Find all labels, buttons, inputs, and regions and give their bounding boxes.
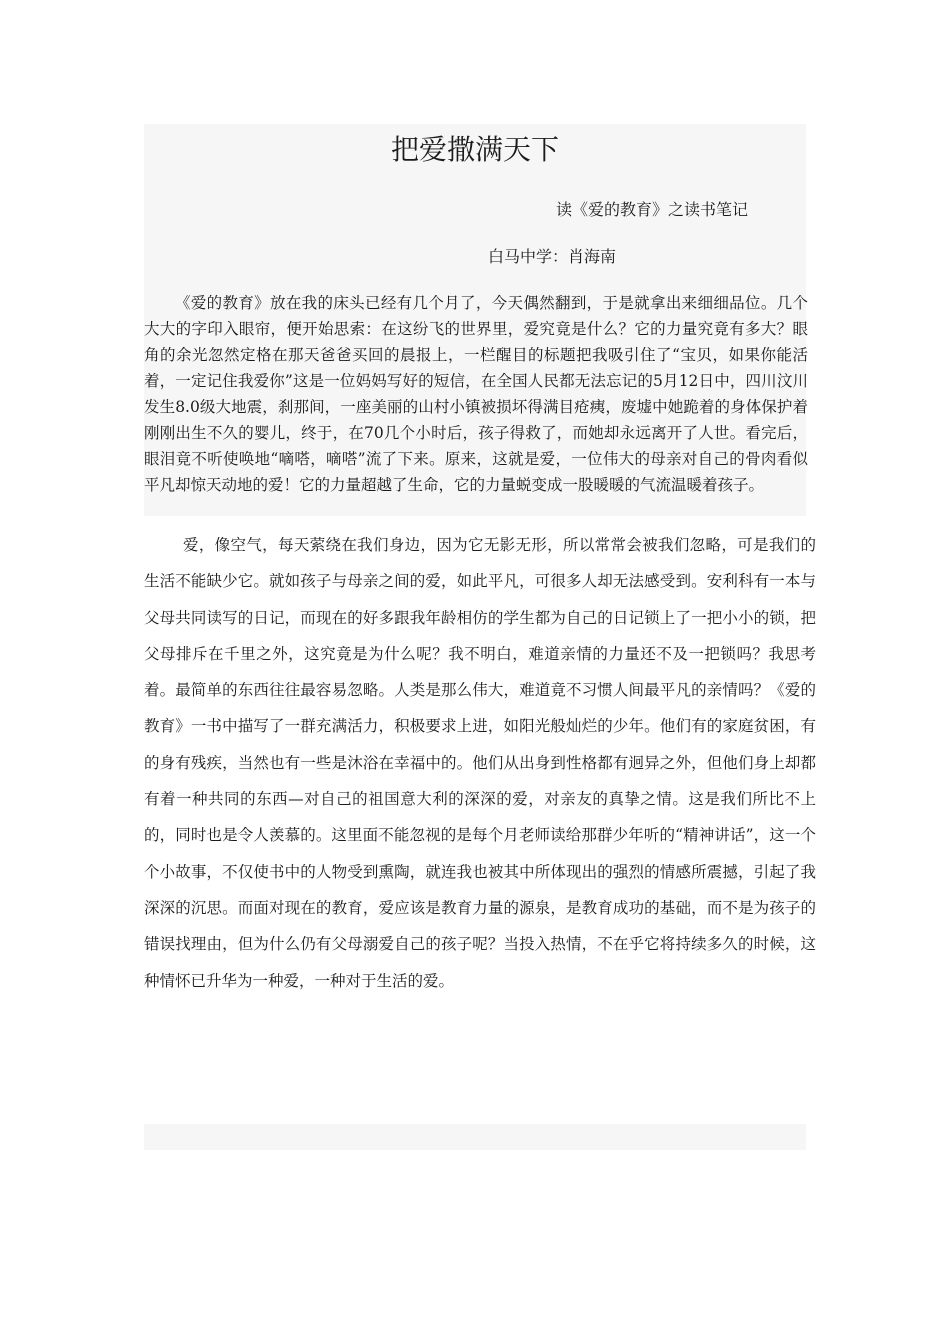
document-title: 把爱撒满天下 [390, 133, 559, 166]
shaded-footer-strip [144, 1124, 806, 1150]
document-author: 白马中学：肖海南 [488, 247, 617, 266]
document-subtitle: 读《爱的教育》之读书笔记 [556, 200, 749, 219]
paragraph-1: 《爱的教育》放在我的床头已经有几个月了，今天偶然翻到，于是就拿出来细细品位。几个大大的字印入眼帘，便开始思索：在这纷飞的世界里，爱究竟是什么？它的力量究竟有多大？眼角的余光忽然定格在那天爸爸买回的晨报上，一栏醒目的标题把我吸引住了“宝贝，如果你能活着，一定记住我爱你”这是一位妈妈写好的短信，在全国人民都无法忘记的5月12日中，四川汶川发生8.0级大地震，刹那间，一座美丽的山村小镇被损坏得满目疮痍，废墟中她跪着的身体保护着刚刚出生不久的婴儿，终于，在70几个小时后，孩子得救了，而她却永远离开了人世。看完后，眼泪竟不听使唤地“嘀嗒，嘀嗒”流了下来。原来，这就是爱，一位伟大的母亲对自己的骨肉看似平凡却惊天动地的爱！它的力量超越了生命，它的力量蜕变成一股暖暖的气流温暖着孩子。 [144, 294, 808, 494]
paragraph-2: 爱，像空气，每天萦绕在我们身边，因为它无影无形，所以常常会被我们忽略，可是我们的生活不能缺少它。就如孩子与母亲之间的爱，如此平凡，可很多人却无法感受到。安利科有一本与父母共同读写的日记，而现在的好多跟我年龄相仿的学生都为自己的日记锁上了一把小小的锁，把父母排斥在千里之外，这究竟是为什么呢？我不明白，难道亲情的力量还不及一把锁吗？我思考着。最简单的东西往往最容易忽略。人类是那么伟大，难道竟不习惯人间最平凡的亲情吗？《爱的教育》一书中描写了一群充满活力，积极要求上进，如阳光般灿烂的少年。他们有的家庭贫困，有的身有残疾，当然也有一些是沐浴在幸福中的。他们从出身到性格都有迥异之外，但他们身上却都有着一种共同的东西—对自己的祖国意大利的深深的爱，对亲友的真挚之情。这是我们所比不上的，同时也是令人羡慕的。这里面不能忽视的是每个月老师读给那群少年听的“精神讲话”，这一个个小故事，不仅使书中的人物受到熏陶，就连我也被其中所体现出的强烈的情感所震撼，引起了我深深的沉思。而面对现在的教育，爱应该是教育力量的源泉，是教育成功的基础，而不是为孩子的错误找理由，但为什么仍有父母溺爱自己的孩子呢？当投入热情，不在乎它将持续多久的时候，这种情怀已升华为一种爱，一种对于生活的爱。 [144, 536, 816, 990]
